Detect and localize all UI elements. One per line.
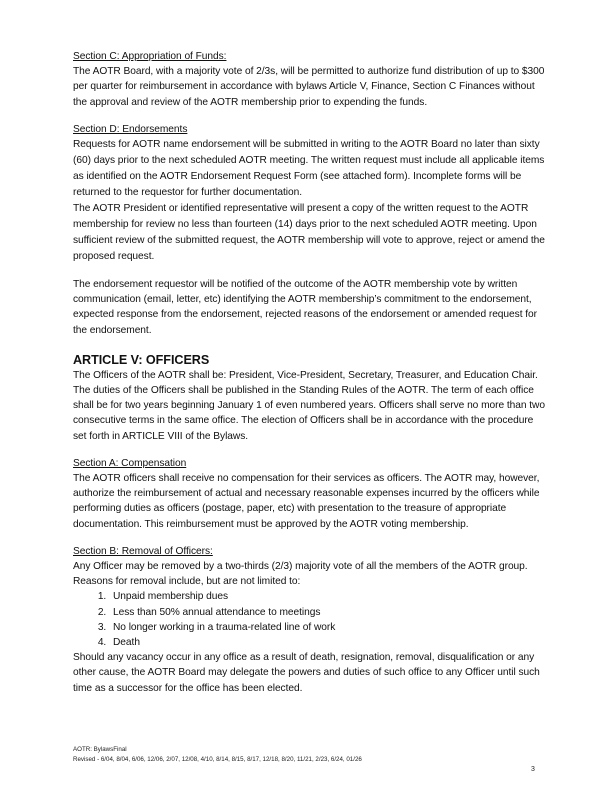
section-d-paragraph-2: The AOTR President or identified representative will present a copy of the written request to the AOTR membership for review no less than fourteen (14) days prior to the next scheduled AOTR meeting. Upon sufficient review of the submitted request, the AOTR membership will vote to approve, reject or amend the proposed request.	[73, 203, 545, 263]
footer-revision-history: Revised - 6/04, 8/04, 6/06, 12/06, 2/07, 12/08, 4/10, 8/14, 8/15, 8/17, 12/18, 8/20, 11/21, 2/23, 6/24, 01/26	[73, 755, 362, 763]
list-item: 4. Death	[109, 635, 548, 650]
section-c-heading: Section C: Appropriation of Funds:	[73, 51, 227, 62]
document-page	[73, 49, 548, 696]
section-a-body: The AOTR officers shall receive no compensation for their services as officers. The AOTR may, however, authorize the reimbursement of actual and necessary reasonable expenses incurred by the officers while performing duties as officers (postage, paper, etc) with presentation to the treasure of appropriate documentation. This reimbursement must be approved by the AOTR voting membership.	[73, 473, 540, 530]
list-item: 2. Less than 50% annual attendance to meetings	[109, 605, 548, 620]
list-item: 3. No longer working in a trauma-related line of work	[109, 620, 548, 635]
section-b-heading: Section B: Removal of Officers:	[73, 545, 213, 557]
article-v-title: ARTICLE V: OFFICERS	[73, 352, 210, 367]
page-footer	[73, 745, 543, 764]
section-b-closing: Should any vacancy occur in any office as a result of death, resignation, removal, disqualification or any other cause, the AOTR Board may delegate the powers and duties of such office to any Officer until such time as a successor for the office has been elected.	[73, 652, 540, 694]
list-item: 1. Unpaid membership dues	[109, 589, 548, 604]
section-d-paragraph-3: The endorsement requestor will be notified of the outcome of the AOTR membership vote by written communication (email, letter, etc) identifying the AOTR membership’s commitment to the endorsement, expected response from the endorsement, rejected reasons of the endorsement or amended request for the endorsement.	[73, 279, 537, 336]
page-number: 3	[531, 766, 535, 773]
section-d-paragraph-1: Requests for AOTR name endorsement will be submitted in writing to the AOTR Board no later than sixty (60) days prior to the next scheduled AOTR meeting. The written request must include all applicable items as identified on the AOTR Endorsement Request Form (see attached form). Incomplete forms will be returned to the requestor for further documentation.	[73, 139, 545, 199]
section-c-body: The AOTR Board, with a majority vote of 2/3s, will be permitted to authorize fund distribution of up to $300 per quarter for reimbursement in accordance with bylaws Article V, Finance, Section C Finances without the approval and review of the AOTR membership prior to expending the funds.	[73, 66, 545, 108]
footer-document-name: AOTR: BylawsFinal	[73, 746, 127, 753]
removal-reasons-list	[73, 589, 548, 650]
section-a-heading: Section A: Compensation	[73, 457, 187, 469]
article-v-body: The Officers of the AOTR shall be: President, Vice-President, Secretary, Treasurer, and Education Chair. The duties of the Officers shall be published in the Standing Rules of the AOTR. The term of each office shall be for two years beginning January 1 of even numbered years. Officers shall serve no more than two consecutive terms in the same office. The election of Officers shall be in accordance with the procedure set forth in ARTICLE VIII of the Bylaws.	[73, 369, 545, 442]
section-d-heading: Section D: Endorsements	[73, 123, 188, 135]
section-b-intro: Any Officer may be removed by a two-thirds (2/3) majority vote of all the members of the AOTR group. Reasons for removal include, but are not limited to:	[73, 561, 528, 588]
